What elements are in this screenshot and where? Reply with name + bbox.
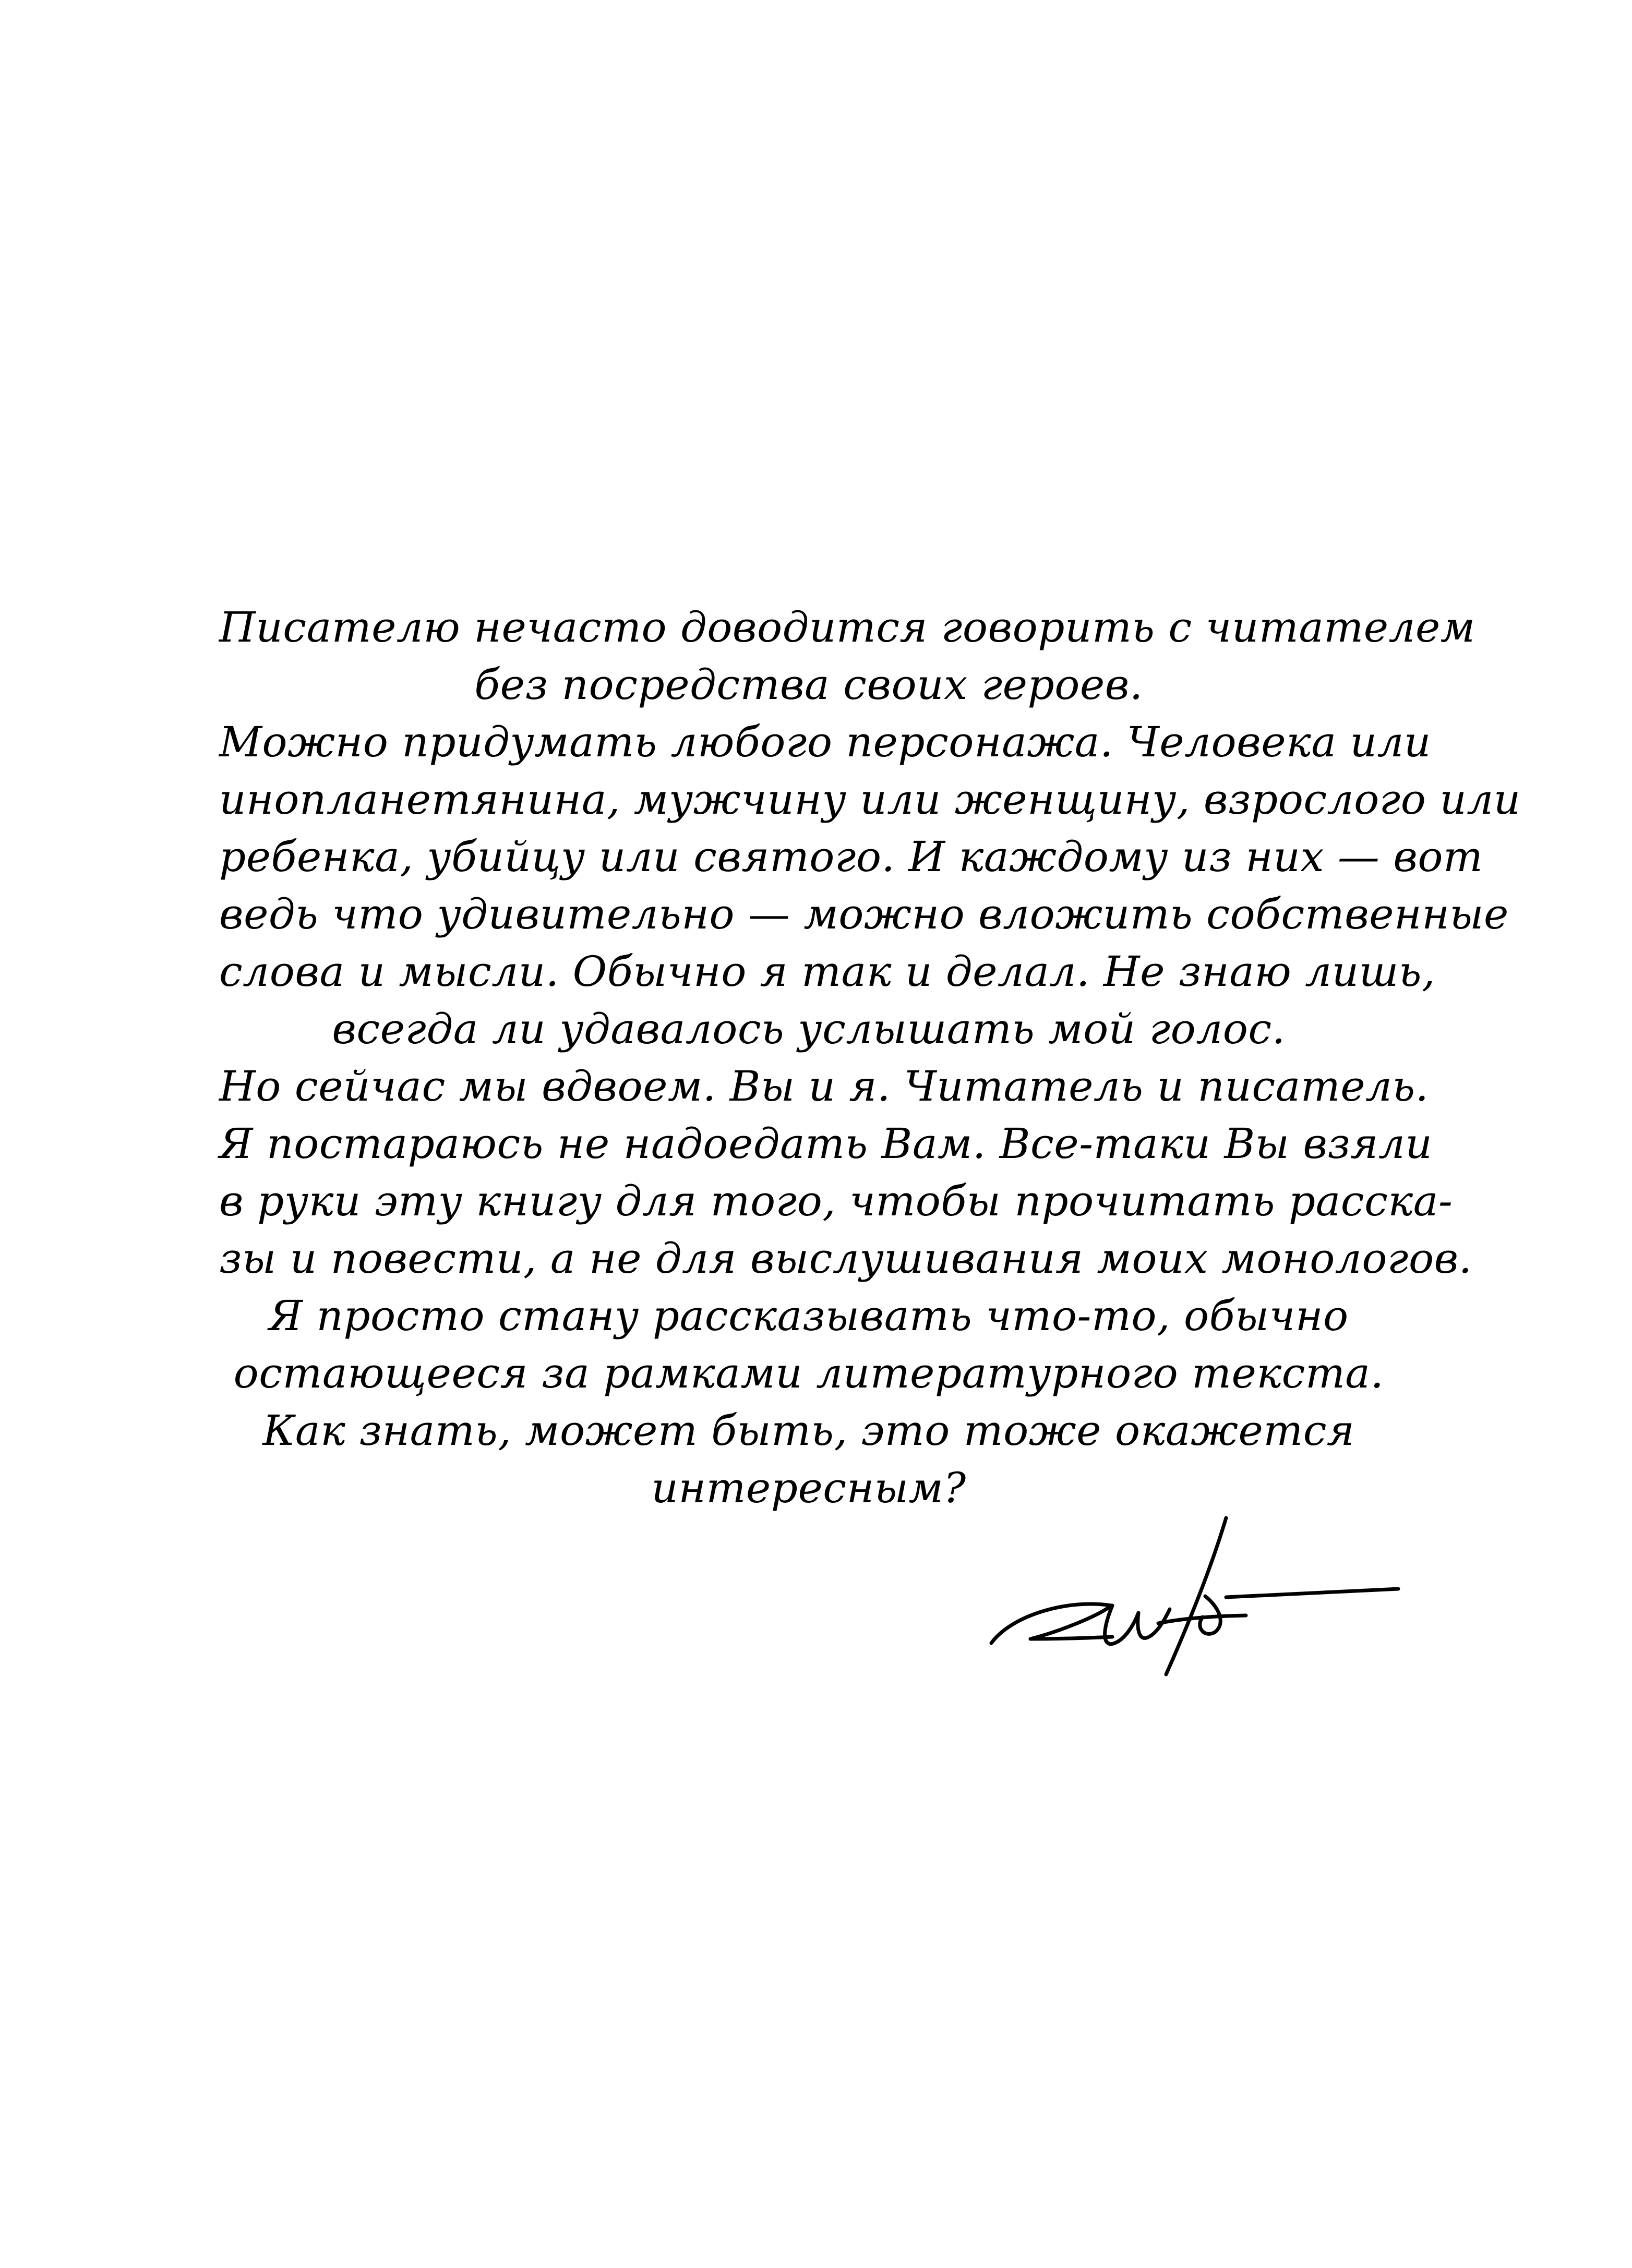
text-line: Я постараюсь не надоедать Вам. Все-таки Вы взяли bbox=[219, 1119, 1433, 1168]
text-line: Как знать, может быть, это тоже окажется bbox=[262, 1406, 1355, 1455]
text-line: слова и мысли. Обычно я так и делал. Не знаю лишь, bbox=[219, 947, 1436, 996]
text-line: Но сейчас мы вдвоем. Вы и я. Читатель и писатель. bbox=[219, 1062, 1429, 1111]
text-line: Можно придумать любого персонажа. Человека или bbox=[219, 718, 1431, 766]
text-line: Я просто стану рассказывать что-то, обычно bbox=[269, 1292, 1349, 1340]
text-line: Писателю нечасто доводится говорить с читателем bbox=[219, 603, 1475, 652]
text-line: инопланетянина, мужчину или женщину, взрослого или bbox=[219, 775, 1521, 824]
text-line: всегда ли удавалось услышать мой голос. bbox=[332, 1005, 1286, 1053]
text-line: зы и повести, а не для выслушивания моих монологов. bbox=[219, 1234, 1472, 1283]
text-line: ведь что удивительно — можно вложить собственные bbox=[219, 890, 1509, 938]
text-line: без посредства своих героев. bbox=[474, 660, 1143, 709]
text-line: в руки эту книгу для того, чтобы прочитать расска- bbox=[219, 1177, 1453, 1225]
preface-text bbox=[219, 599, 1521, 1517]
handwritten-signature-icon bbox=[981, 1502, 1409, 1711]
text-line: интересным? bbox=[651, 1464, 966, 1512]
text-line: ребенка, убийцу или святого. И каждому из них — вот bbox=[219, 833, 1483, 881]
text-line: остающееся за рамками литературного текста. bbox=[233, 1349, 1384, 1397]
